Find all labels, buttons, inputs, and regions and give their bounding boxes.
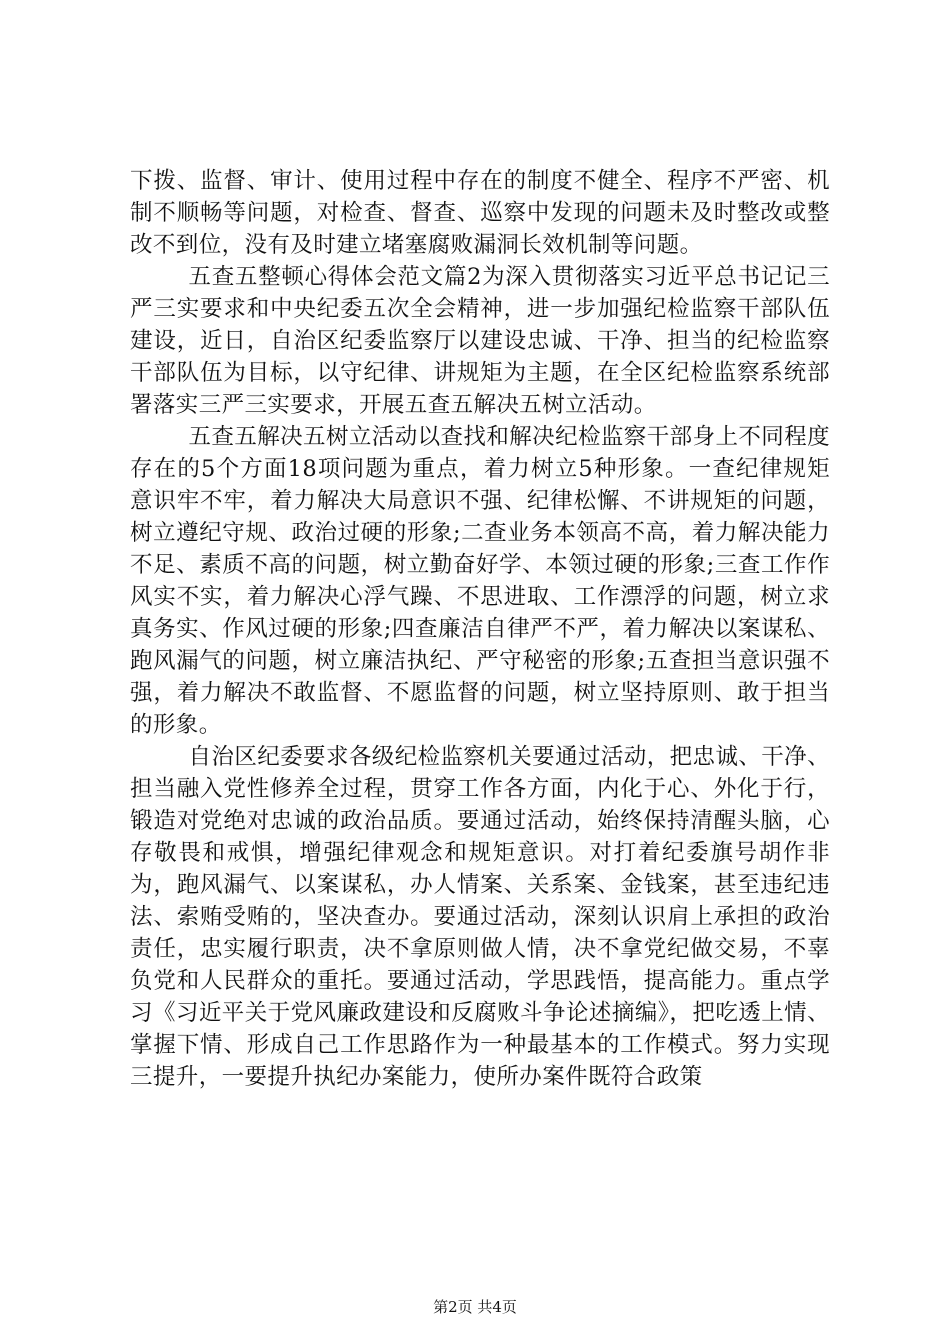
paragraph-2: 五查五整顿心得体会范文篇2为深入贯彻落实习近平总书记记三严三实要求和中央纪委五次全会精神，进一步加强纪检监察干部队伍建设，近日，自治区纪委监察厅以建设忠诚、干净、担当的纪检监察干部队伍为目标，以守纪律、讲规矩为主题，在全区纪检监察系统部署落实三严三实要求，开展五查五解决五树立活动。 xyxy=(130,264,830,418)
page-footer: 第2页 共4页 xyxy=(433,1298,517,1316)
body-text xyxy=(130,165,830,1093)
paragraph-4: 自治区纪委要求各级纪检监察机关要通过活动，把忠诚、干净、担当融入党性修养全过程，贯穿工作各方面，内化于心、外化于行，锻造对党绝对忠诚的政治品质。要通过活动，始终保持清醒头脑，心存敬畏和戒惧，增强纪律观念和规矩意识。对打着纪委旗号胡作非为，跑风漏气、以案谋私，办人情案、关系案、金钱案，甚至违纪违法、索贿受贿的，坚决查办。要通过活动，深刻认识肩上承担的政治责任，忠实履行职责，决不拿原则做人情，决不拿党纪做交易，不辜负党和人民群众的重托。要通过活动，学思践悟，提高能力。重点学习《习近平关于党风廉政建设和反腐败斗争论述摘编》，把吃透上情、掌握下情、形成自己工作思路作为一种最基本的工作模式。努力实现三提升，一要提升执纪办案能力，使所办案件既符合政策 xyxy=(130,744,830,1090)
paragraph-continuation: 下拨、监督、审计、使用过程中存在的制度不健全、程序不严密、机制不顺畅等问题，对检查、督查、巡察中发现的问题未及时整改或整改不到位，没有及时建立堵塞腐败漏洞长效机制等问题。 xyxy=(130,168,830,258)
paragraph-3: 五查五解决五树立活动以查找和解决纪检监察干部身上不同程度存在的5个方面18项问题为重点，着力树立5种形象。一查纪律规矩意识牢不牢，着力解决大局意识不强、纪律松懈、不讲规矩的问题，树立遵纪守规、政治过硬的形象;二查业务本领高不高，着力解决能力不足、素质不高的问题，树立勤奋好学、本领过硬的形象;三查工作作风实不实，着力解决心浮气躁、不思进取、工作漂浮的问题，树立求真务实、作风过硬的形象;四查廉洁自律严不严，着力解决以案谋私、跑风漏气的问题，树立廉洁执纪、严守秘密的形象;五查担当意识强不强，着力解决不敢监督、不愿监督的问题，树立坚持原则、敢于担当的形象。 xyxy=(130,424,830,738)
